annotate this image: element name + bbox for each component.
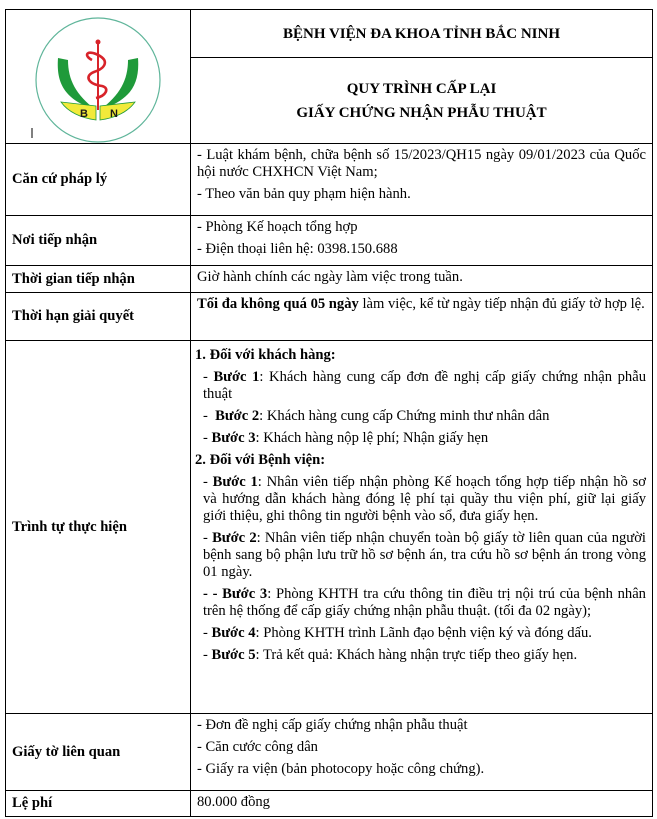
hospital-step: - Bước 1: Nhân viên tiếp nhận phòng Kế hoạch tổng hợp tiếp nhận hồ sơ và hướng dẫn khách hàng đóng lệ phí tại quầy thu viện phí, giữ lại giấy giới thiệu, ghi thông tin người bệnh vào sổ, đưa giấy hẹn. [203,474,646,524]
doc-line: - Căn cước công dân [197,739,318,755]
logo-cell [6,10,191,144]
row-label: Trình tự thực hiện [6,341,191,714]
hospital-step: - Bước 2: Nhân viên tiếp nhận chuyển toàn bộ giấy tờ liên quan của người bệnh sang bộ phận lưu trữ hồ sơ bệnh án, tra cứu hồ sơ bệnh án trong vòng 01 ngày. [203,530,646,580]
row-label: Thời hạn giải quyết [6,293,191,341]
legal-line: - Theo văn bản quy phạm hiện hành. [197,186,411,202]
hospital-name: BỆNH VIỆN ĐA KHOA TỈNH BẮC NINH [191,10,653,58]
row-process [6,341,653,714]
row-label: Giấy tờ liên quan [6,714,191,791]
row-label: Lệ phí [6,791,191,817]
customer-step: - Bước 2: Khách hàng cung cấp Chứng minh thư nhân dân [203,408,550,424]
row-deadline [6,293,653,341]
row-legal [6,144,653,216]
row-receive [6,216,653,266]
svg-text:B: B [80,108,88,120]
hospital-logo [6,10,190,143]
customer-heading: 1. Đối với khách hàng: [195,347,336,363]
deadline-text: Tối đa không quá 05 ngày làm việc, kể từ ngày tiếp nhận đủ giấy tờ hợp lệ. [197,296,645,312]
title-line-1: QUY TRÌNH CẤP LẠI [346,80,497,97]
hospital-step: - Bước 5: Trả kết quả: Khách hàng nhận trực tiếp theo giấy hẹn. [203,647,578,663]
hospital-step: - Bước 4: Phòng KHTH trình Lãnh đạo bệnh viện ký và đóng dấu. [203,625,592,641]
row-time [6,266,653,293]
title-line-2: GIẤY CHỨNG NHẬN PHẪU THUẬT [296,104,547,121]
svg-text:N: N [110,108,118,120]
receive-line: - Phòng Kế hoạch tổng hợp [197,219,358,235]
doc-line: - Giấy ra viện (bản photocopy hoặc công chứng). [197,761,485,777]
receive-line: - Điện thoại liên hệ: 0398.150.688 [197,241,398,257]
row-docs [6,714,653,791]
row-label: Thời gian tiếp nhận [6,266,191,293]
legal-line: - Luật khám bệnh, chữa bệnh số 15/2023/QH15 ngày 09/01/2023 của Quốc hội nước CHXHCN Việt Nam; [197,147,646,180]
customer-step: - Bước 3: Khách hàng nộp lệ phí; Nhận giấy hẹn [203,430,489,446]
row-label: Nơi tiếp nhận [6,216,191,266]
row-label: Căn cứ pháp lý [6,144,191,216]
document-title [191,58,653,144]
hospital-step: - - Bước 3: Phòng KHTH tra cứu thông tin điều trị nội trú của bệnh nhân trên hệ thống để cấp giấy chứng nhận phẫu thuật. (tối đa 02 ngày); [203,586,646,619]
row-fee [6,791,653,817]
procedure-table [5,9,653,817]
doc-line: - Đơn đề nghị cấp giấy chứng nhận phẫu thuật [197,717,468,733]
hospital-heading: 2. Đối với Bệnh viện: [195,452,326,468]
customer-step: - Bước 1: Khách hàng cung cấp đơn đề nghị cấp giấy chứng nhận phẫu thuật [203,369,646,402]
time-text: Giờ hành chính các ngày làm việc trong tuần. [197,269,463,285]
fee-text: 80.000 đồng [197,794,270,810]
